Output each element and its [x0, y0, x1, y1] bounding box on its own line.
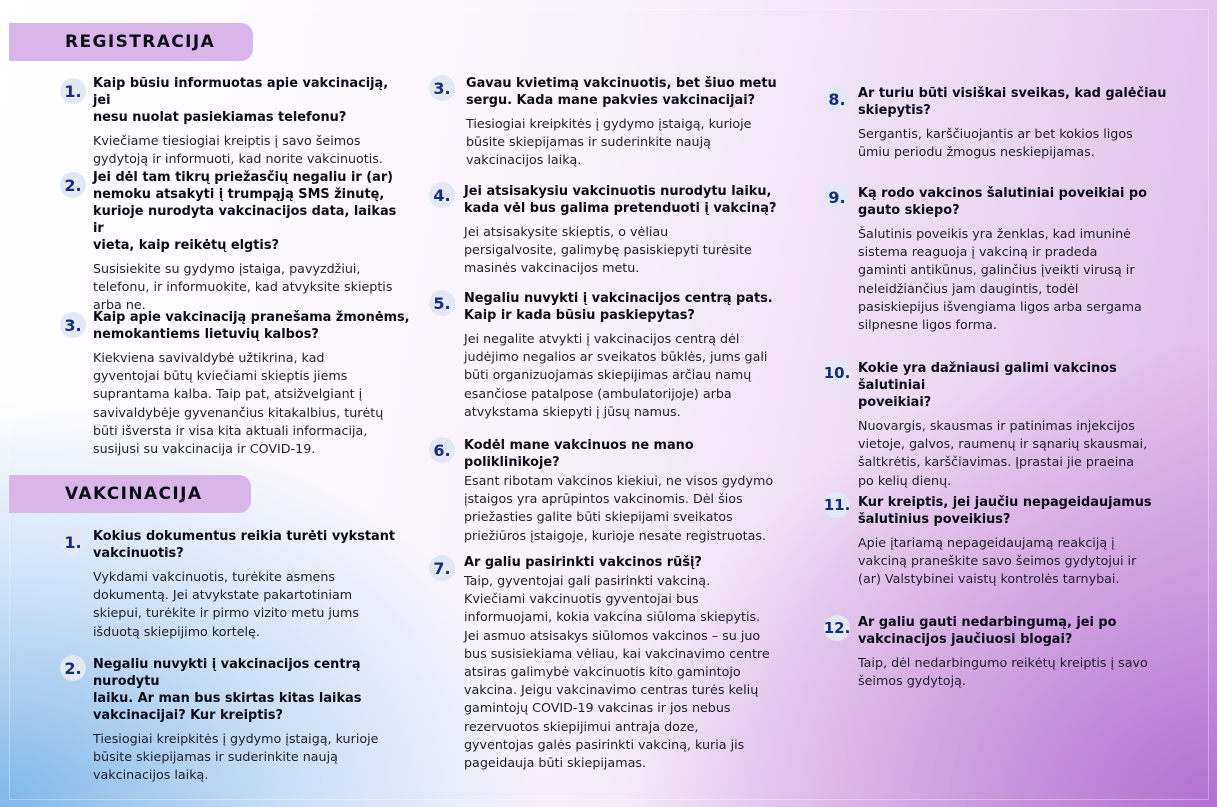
- question-text: Kokie yra dažniausi galimi vakcinos šalutiniai poveikiai?: [858, 361, 1117, 410]
- question-text: Ar galiu gauti nedarbingumą, jei po vakcinacijos jaučiuosi blogai?: [858, 615, 1117, 647]
- question-number: 7.: [429, 555, 455, 581]
- answer-text: Taip, gyventojai gali pasirinkti vakciną. Kviečiami vakcinuotis gyventojai bus informuojami, kokia vakcina siūloma skiepytis. Jei asmuo atsisakys siūlomos vakcinos – su juo bus susisiekiama vėliau, kai vakcinavimo centre atsiras galimybė vakcinuotis kito gamintojo vakcina. Jeigu vakcinavimo centras turės kelių gamintojų COVID-19 vakcinas ir jos nebus rezervuotos skiepijimui antraja doze, gyventojas galės pasirinkti vakciną, kuria jis pageidauja būti skiepijamas.: [464, 573, 770, 771]
- faq-item: [824, 360, 1184, 490]
- section-header-registracija: [9, 23, 253, 61]
- answer-text: Susisiekite su gydymo įstaiga, pavyzdžiui, telefonu, ir informuokite, kad atvyksite skieptis arba ne.: [93, 261, 393, 313]
- section-title-vakcinacija: VAKCINACIJA: [65, 484, 203, 504]
- answer-text: Kviečiame tiesiogiai kreiptis į savo šeimos gydytoją ir informuoti, kad norite vakcinuotis.: [93, 133, 383, 167]
- answer-text: Kiekviena savivaldybė užtikrina, kad gyventojai būtų kviečiami skieptis jiems suprantama kalba. Taip pat, atsižvelgiant į savivaldybėje gyvenančius kitakalbius, turėtų būti išversta ir visa kita aktuali informacija, susijusi su vakcinacija ir COVID-19.: [93, 350, 384, 457]
- question-text: Negaliu nuvykti į vakcinacijos centrą nurodytu laiku. Ar man bus skirtas kitas laikas vakcinacijai? Kur kreiptis?: [93, 657, 362, 723]
- question-number: 6.: [429, 437, 455, 463]
- question-text: Kodėl mane vakcinuos ne mano poliklinikoje?: [464, 438, 694, 470]
- faq-item: [824, 185, 1184, 334]
- faq-item: [824, 85, 1184, 161]
- faq-item: [60, 169, 410, 315]
- faq-item: [429, 290, 789, 421]
- question-number: 2.: [60, 655, 86, 681]
- question-number: 9.: [824, 184, 850, 210]
- question-text: Ar turiu būti visiškai sveikas, kad galėčiau skiepytis?: [858, 86, 1167, 118]
- question-text: Kaip būsiu informuotas apie vakcinaciją, jei nesu nuolat pasiekiamas telefonu?: [93, 76, 389, 125]
- question-text: Negaliu nuvykti į vakcinacijos centrą pats. Kaip ir kada būsiu paskiepytas?: [464, 291, 773, 323]
- section-title-registracija: REGISTRACIJA: [65, 32, 216, 52]
- question-number: 12.: [824, 615, 850, 641]
- answer-text: Vykdami vakcinuotis, turėkite asmens dokumentą. Jei atvykstate pakartotiniam skiepui, turėkite ir pirmo vizito metu jums išduotą skiepijimo kortelę.: [93, 569, 359, 639]
- answer-text: Tiesiogiai kreipkitės į gydymo įstaigą, kurioje būsite skiepijamas ir suderinkite naują vakcinacijos laiką.: [93, 731, 379, 783]
- question-text: Jei dėl tam tikrų priežasčių negaliu ir (ar) nemoku atsakyti į trumpąją SMS žinutę, kurioje nurodyta vakcinacijos data, laikas ir vieta, kaip reikėtų elgtis?: [93, 170, 397, 253]
- faq-item: [429, 183, 789, 278]
- answer-text: Apie įtariamą nepageidaujamą reakciją į vakciną praneškite savo šeimos gydytojui ir (ar) Valstybinei vaistų kontrolės tarnybai.: [858, 535, 1137, 587]
- question-text: Kaip apie vakcinaciją pranešama žmonėms, nemokantiems lietuvių kalbos?: [93, 310, 410, 342]
- answer-text: Jei negalite atvykti į vakcinacijos centrą dėl judėjimo negalios ar sveikatos būklės, jums gali būti organizuojamas skiepijimas arčiau namų esančiose patalpose (ambulatorijoje) arba atvykstama skiepyti į jūsų namus.: [464, 331, 768, 419]
- question-number: 5.: [429, 290, 455, 316]
- faq-item: [60, 75, 410, 168]
- faq-item: [824, 614, 1184, 690]
- faq-item: [60, 309, 410, 458]
- question-number: 10.: [824, 360, 850, 386]
- question-text: Ar galiu pasirinkti vakcinos rūšį?: [464, 555, 702, 570]
- question-number: 3.: [60, 312, 86, 338]
- faq-item: [429, 437, 789, 545]
- question-text: Kokius dokumentus reikia turėti vykstant vakcinuotis?: [93, 529, 396, 561]
- faq-item: [60, 656, 410, 785]
- faq-item: [824, 494, 1184, 589]
- question-text: Kur kreiptis, jei jaučiu nepageidaujamus šalutinius poveikius?: [858, 495, 1152, 527]
- question-text: Jei atsisakysiu vakcinuotis nurodytu laiku, kada vėl bus galima pretenduoti į vakciną?: [464, 184, 777, 216]
- question-number: 3.: [429, 75, 455, 101]
- answer-text: Šalutinis poveikis yra ženklas, kad imuninė sistema reaguoja į vakciną ir pradeda gaminti antikūnus, galinčius įveikti virusą ir neleidžiančius jam daugintis, todėl pasiskiepijus išvengiama ligos arba sergama silpnesne ligos forma.: [858, 226, 1142, 333]
- question-number: 8.: [824, 86, 850, 112]
- question-number: 1.: [60, 529, 86, 555]
- question-number: 1.: [60, 78, 86, 104]
- faq-item: [429, 554, 789, 772]
- faq-item: [429, 75, 789, 170]
- answer-text: Tiesiogiai kreipkitės į gydymo įstaigą, kurioje būsite skiepijamas ir suderinkite naują vakcinacijos laiką.: [466, 116, 752, 168]
- question-number: 4.: [429, 182, 455, 208]
- question-text: Gavau kvietimą vakcinuotis, bet šiuo metu sergu. Kada mane pakvies vakcinacijai?: [466, 76, 777, 108]
- answer-text: Sergantis, karščiuojantis ar bet kokios ligos ūmiu periodu žmogus neskiepijamas.: [858, 126, 1133, 160]
- section-header-vakcinacija: [9, 475, 251, 513]
- question-number: 11.: [824, 492, 850, 518]
- answer-text: Esant ribotam vakcinos kiekiui, ne visos gydymo įstaigos yra aprūpintos vakcinomis. Dėl šios priežasties galite būti skiepijami sveikatos priežiūros įstaigoje, kurioje nesate registruotas.: [464, 473, 774, 543]
- answer-text: Nuovargis, skausmas ir patinimas injekcijos vietoje, galvos, raumenų ir sąnarių skausmai, šaltkrėtis, karščiavimas. Įprastai jie praeina po kelių dienų.: [858, 418, 1148, 488]
- question-number: 2.: [60, 172, 86, 198]
- question-text: Ką rodo vakcinos šalutiniai poveikiai po gauto skiepo?: [858, 186, 1147, 218]
- answer-text: Jei atsisakysite skieptis, o vėliau persigalvosite, galimybę pasiskiepyti turėsite masinės vakcinacijos metu.: [464, 224, 752, 276]
- answer-text: Taip, dėl nedarbingumo reikėtų kreiptis į savo šeimos gydytoją.: [858, 655, 1148, 689]
- faq-item: [60, 528, 410, 641]
